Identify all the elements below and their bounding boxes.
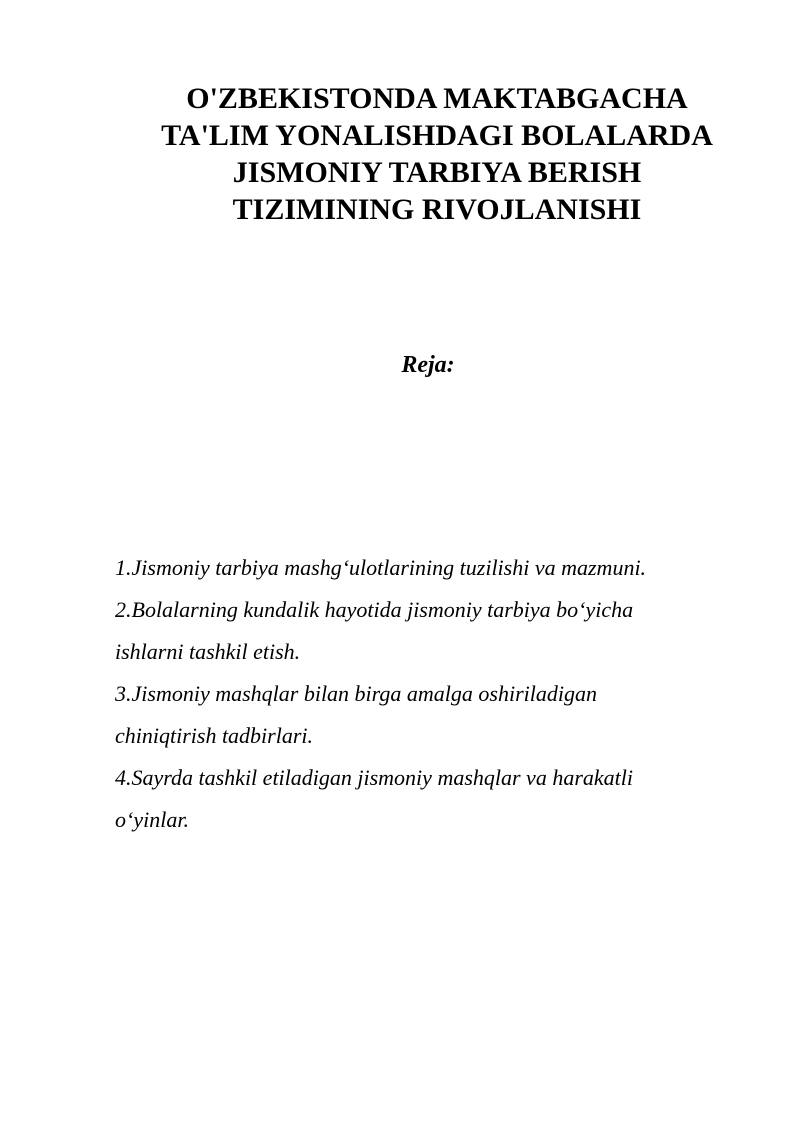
title-line: TA'LIM YONALISHDAGI BOLALARDA	[161, 119, 713, 152]
title-line: TIZIMINING RIVOJLANISHI	[232, 193, 642, 226]
plan-line: 2.Bolalarning kundalik hayotida jismoniy tarbiya bo‘yicha	[115, 597, 634, 622]
plan-line: o‘yinlar.	[115, 807, 189, 832]
plan-list	[115, 547, 755, 841]
plan-heading: Reja:	[401, 352, 455, 378]
plan-line: 1.Jismoniy tarbiya mashg‘ulotlarining tuzilishi va mazmuni.	[115, 555, 647, 580]
plan-line: chiniqtirish tadbirlari.	[115, 723, 314, 748]
plan-line: 3.Jismoniy mashqlar bilan birga amalga oshiriladigan	[115, 681, 597, 706]
plan-line: ishlarni tashkil etish.	[115, 639, 301, 664]
document-title	[120, 80, 754, 228]
title-line: JISMONIY TARBIYA BERISH	[232, 156, 642, 189]
plan-line: 4.Sayrda tashkil etiladigan jismoniy mashqlar va harakatli	[115, 765, 633, 790]
title-line: O'ZBEKISTONDA MAKTABGACHA	[186, 82, 688, 115]
